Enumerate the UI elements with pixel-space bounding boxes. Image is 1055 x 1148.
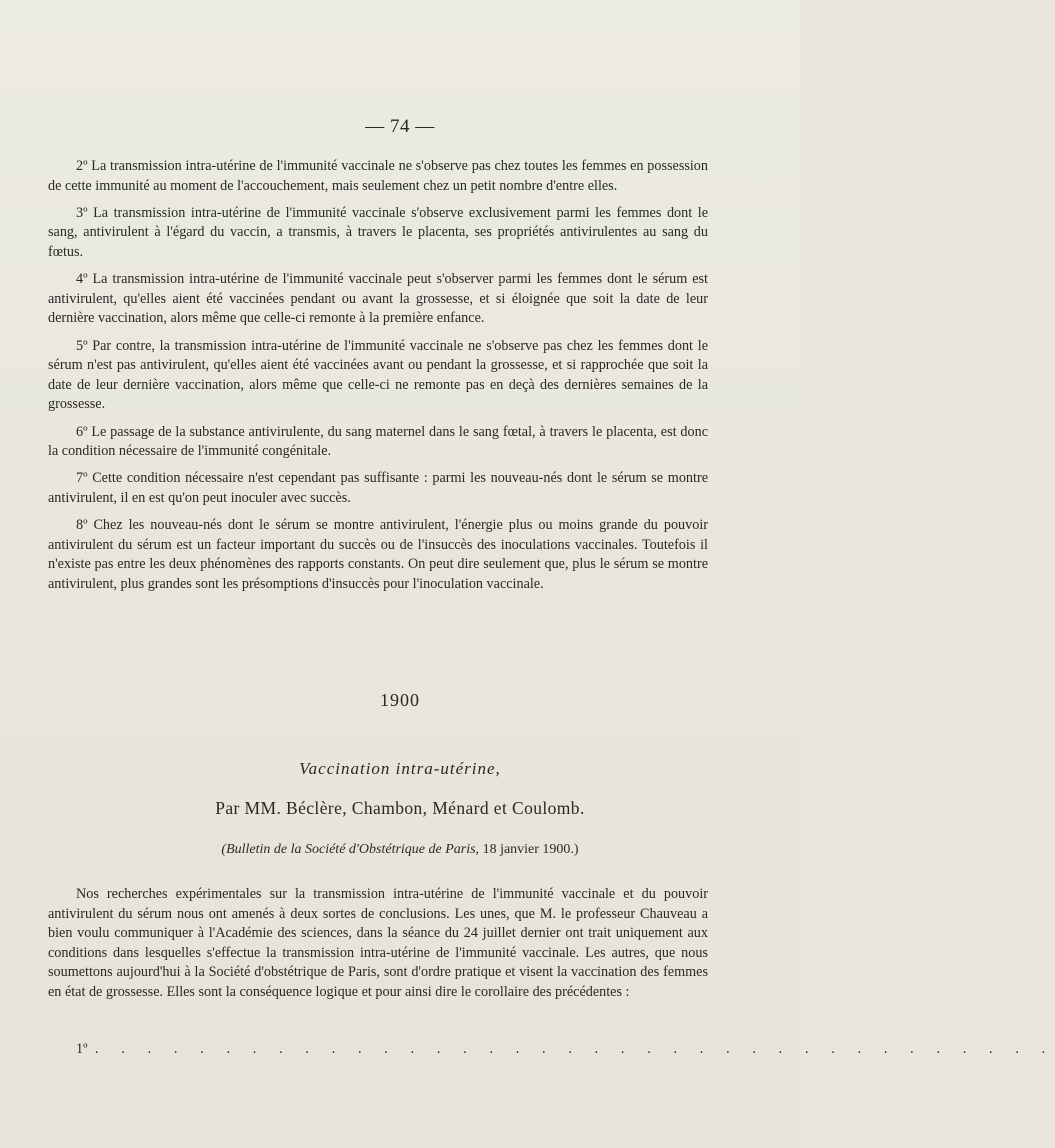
citation-open: ( [221,842,227,857]
list-number: 1º [76,1041,88,1057]
section-citation [0,842,800,858]
paragraph-conclusion-4: 4º La transmission intra-utérine de l'immunité vaccinale peut s'observer parmi les femmes dont le sérum est antivirulent, qu'elles aient été vaccinées pendant ou avant la grossesse, et si éloignée que soit la date de leur dernière vaccination, alors même que celle-ci remonte à la première enfance. [48,271,708,327]
paragraph-conclusion-5: 5º Par contre, la transmission intra-utérine de l'immunité vaccinale ne s'observe pas chez les femmes dont le sérum n'est pas antivirulent, qu'elles aient été vaccinées avant ou pendant la grossesse, et si rapprochée que soit la date de leur dernière vaccination, alors même que celle-ci ne remonte pas en deçà des dernières semaines de la grossesse. [48,337,708,413]
paragraph-conclusion-3: 3º La transmission intra-utérine de l'immunité vaccinale s'observe exclusivement parmi les femmes dont le sang, antivirulent à l'égard du vaccin, a transmis, à travers le placenta, ses propriétés antivirulentes au sang du fœtus. [48,204,708,260]
paragraph-conclusion-7: 7º Cette condition nécessaire n'est cependant pas suffisante : parmi les nouveau-nés dont le sérum se montre antivirulent, il en est qu'on peut inoculer avec succès. [48,470,708,506]
paragraph-introduction: Nos recherches expérimentales sur la transmission intra-utérine de l'immunité vaccinale et du pouvoir antivirulent du sérum nous ont amenés à deux sortes de conclusions. Les unes, que M. le professeur Chauveau a bien voulu communiquer à l'Académie des sciences, dans la séance du 24 juillet dernier ont trait uniquement aux conditions dans lesquelles s'effectue la transmission intra-utérine de l'immunité vaccinale. Les autres, que nous soumettons aujourd'hui à la Société d'obstétrique de Paris, sont d'ordre pratique et visent la vaccination des femmes en état de grossesse. Elles sont la conséquence logique et pour ainsi dire le corollaire des précédentes : [48,886,708,1000]
list-start [76,1041,1055,1058]
paragraph-conclusion-6: 6º Le passage de la substance antivirulente, du sang maternel dans le sang fœtal, à travers le placenta, est donc la condition nécessaire de l'immunité congénitale. [48,423,708,460]
dot-leader: . . . . . . . . . . . . . . . . . . . . . . . . . . . . . . . . . . . . . [95,1041,1055,1057]
section-year: 1900 [380,690,420,710]
citation-date: 18 janvier 1900.) [479,842,579,857]
paragraph-conclusion-2: 2º La transmission intra-utérine de l'immunité vaccinale ne s'observe pas chez toutes les femmes en possession de cette immunité au moment de l'accouchement, mais seulement chez un petit nombre d'entre elles. [48,158,708,194]
introduction [48,885,708,1010]
citation-source: Bulletin de la Société d'Obstétrique de Paris, [226,842,480,857]
section-title: Vaccination intra-utérine, [299,759,501,778]
page-number: — 74 — [365,116,435,137]
conclusions-list [48,157,708,602]
section-authors: Par MM. Béclère, Chambon, Ménard et Coulomb. [215,798,585,818]
paragraph-conclusion-8: 8º Chez les nouveau-nés dont le sérum se montre antivirulent, l'énergie plus ou moins grande du pouvoir antivirulent du sérum est un facteur important du succès ou de l'insuccès des inoculations vaccinales. Toutefois il n'existe pas entre les deux phénomènes des rapports constants. On peut dire seulement que, plus le sérum se montre antivirulent, plus grandes sont les présomptions d'insuccès pour l'inoculation vaccinale. [48,517,708,592]
